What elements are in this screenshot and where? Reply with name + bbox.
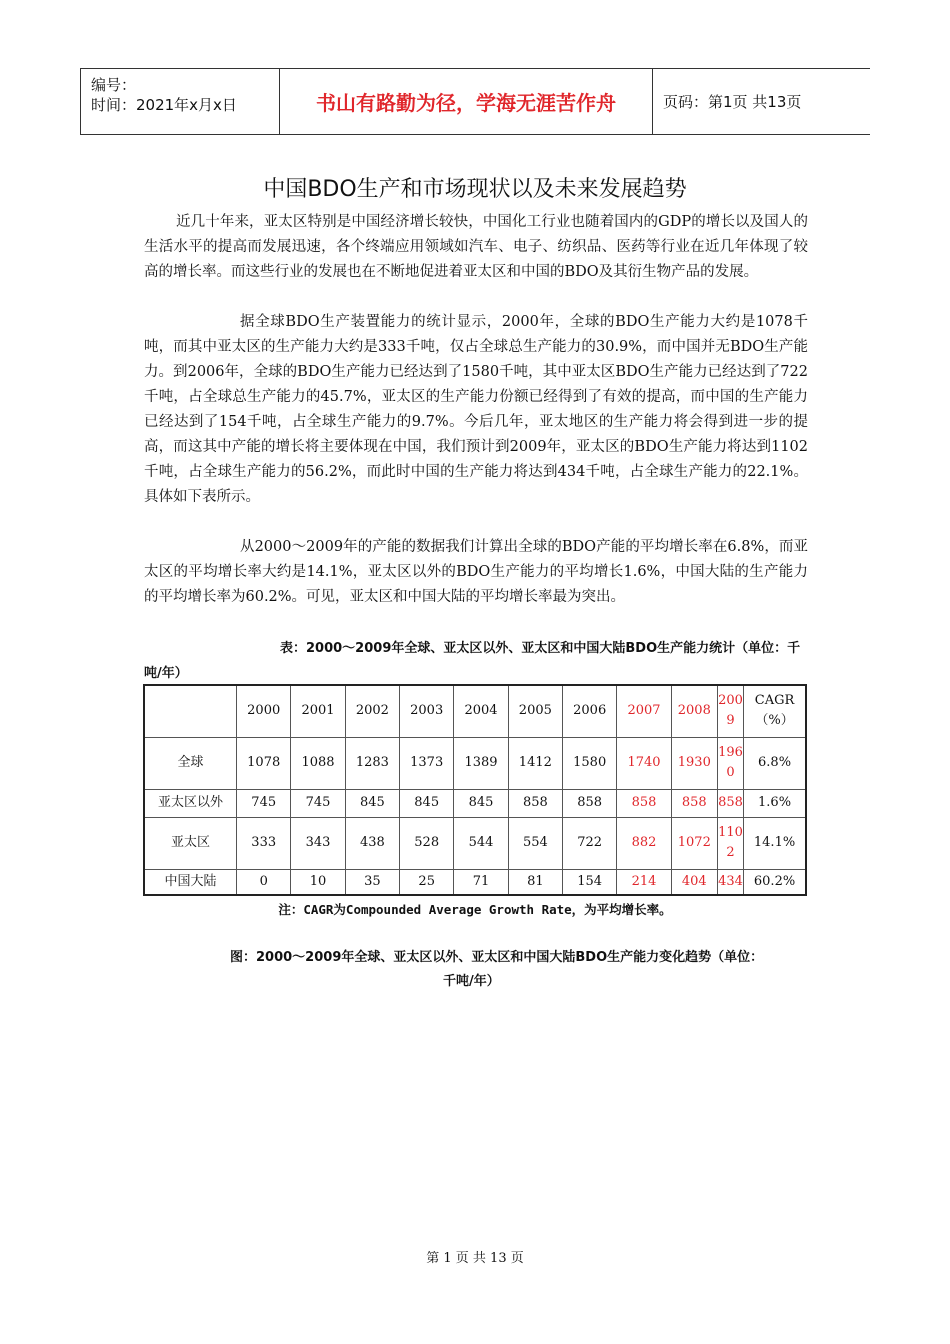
table-row [144, 817, 806, 869]
table-cell: 35 [345, 869, 399, 895]
paragraph-growth-rate: 从2000～2009年的产能的数据我们计算出全球的BDO产能的平均增长率在6.8%，而亚太区的平均增长率大约是14.1%，亚太区以外的BDO生产能力的平均增长1.6%，中国大陆的生产能力的平均增长率为60.2%。可见，亚太区和中国大陆的平均增长率最为突出。 [144, 539, 808, 605]
table-cell: 544 [454, 817, 508, 869]
table-row [144, 789, 806, 817]
table-cell: 1412 [508, 737, 562, 789]
table-header-cell: 2008 [671, 685, 717, 737]
table-cell: 1.6% [744, 789, 806, 817]
page-footer: 第 1 页 共 13 页 [426, 1251, 524, 1266]
table-header-cell: CAGR（%） [744, 685, 806, 737]
table-cell: 1740 [617, 737, 671, 789]
table-header-cell: 2003 [400, 685, 454, 737]
table-cell: 0 [237, 869, 291, 895]
table-cell: 1072 [671, 817, 717, 869]
table-caption: 表：2000～2009年全球、亚太区以外、亚太区和中国大陆BDO生产能力统计（单位：千吨/年） [144, 641, 801, 681]
table-header-cell: 2000 [237, 685, 291, 737]
table-header-cell: 2004 [454, 685, 508, 737]
header-meta [80, 69, 280, 134]
table-cell: 60.2% [744, 869, 806, 895]
table-cell: 1088 [291, 737, 345, 789]
table-cell: 745 [291, 789, 345, 817]
table-cell: 25 [400, 869, 454, 895]
table-header-cell: 2007 [617, 685, 671, 737]
table-note: 注：CAGR为Compounded Average Growth Rate，为平均增长率。 [278, 902, 672, 917]
table-row [144, 869, 806, 895]
table-cell: 845 [345, 789, 399, 817]
table-cell: 858 [671, 789, 717, 817]
table-cell: 722 [563, 817, 617, 869]
table-header-row [144, 685, 806, 737]
table-row-label: 亚太区以外 [144, 789, 237, 817]
figure-caption [230, 946, 810, 994]
table-cell: 6.8% [744, 737, 806, 789]
document-number-label: 编号： [91, 76, 137, 94]
table-header-cell: 2006 [563, 685, 617, 737]
table-cell: 858 [508, 789, 562, 817]
figure-caption-line1: 图：2000～2009年全球、亚太区以外、亚太区和中国大陆BDO生产能力变化趋势（单位： [230, 950, 764, 965]
table-row-label: 中国大陆 [144, 869, 237, 895]
capacity-table [143, 684, 807, 896]
table-cell: 1373 [400, 737, 454, 789]
table-cell: 1102 [717, 817, 743, 869]
table-row [144, 737, 806, 789]
table-cell: 333 [237, 817, 291, 869]
table-cell: 882 [617, 817, 671, 869]
table-header-cell: 2001 [291, 685, 345, 737]
table-cell: 745 [237, 789, 291, 817]
table-cell: 1580 [563, 737, 617, 789]
table-cell: 528 [400, 817, 454, 869]
table-cell: 1283 [345, 737, 399, 789]
table-cell: 10 [291, 869, 345, 895]
table-cell: 858 [717, 789, 743, 817]
table-cell: 1389 [454, 737, 508, 789]
table-cell: 1930 [671, 737, 717, 789]
table-header-cell: 2009 [717, 685, 743, 737]
table-row-label: 全球 [144, 737, 237, 789]
table-cell: 1078 [237, 737, 291, 789]
table-cell: 845 [400, 789, 454, 817]
header-motto: 书山有路勤为径，学海无涯苦作舟 [280, 69, 653, 134]
table-cell: 858 [563, 789, 617, 817]
header-page-info: 页码：第1页 共13页 [663, 93, 802, 111]
table-cell: 434 [717, 869, 743, 895]
table-cell: 845 [454, 789, 508, 817]
table-cell: 343 [291, 817, 345, 869]
paragraph-intro: 近几十年来，亚太区特别是中国经济增长较快，中国化工行业也随着国内的GDP的增长以及国人的生活水平的提高而发展迅速，各个终端应用领域如汽车、电子、纺织品、医药等行业在近几年体现了较高的增长率。而这些行业的发展也在不断地促进着亚太区和中国的BDO及其衍生物产品的发展。 [144, 214, 808, 280]
document-date: 时间：2021年x月x日 [91, 96, 237, 114]
table-header-cell: 2005 [508, 685, 562, 737]
table-cell: 81 [508, 869, 562, 895]
table-cell: 1960 [717, 737, 743, 789]
table-cell: 554 [508, 817, 562, 869]
table-cell: 71 [454, 869, 508, 895]
table-cell: 858 [617, 789, 671, 817]
table-cell: 438 [345, 817, 399, 869]
table-row-label: 亚太区 [144, 817, 237, 869]
table-cell: 214 [617, 869, 671, 895]
table-cell: 14.1% [744, 817, 806, 869]
page-header [80, 68, 870, 135]
table-header-cell [144, 685, 237, 737]
figure-caption-line2: 千吨/年） [443, 974, 500, 989]
table-cell: 154 [563, 869, 617, 895]
paragraph-capacity-stats: 据全球BDO生产装置能力的统计显示，2000年，全球的BDO生产能力大约是1078千吨，而其中亚太区的生产能力大约是333千吨，仅占全球总生产能力的30.9%，而中国并无BDO生产能力。到2006年，全球的BDO生产能力已经达到了1580千吨，其中亚太区BDO生产能力已经达到了722千吨，占全球总生产能力的45.7%，亚太区的生产能力份额已经得到了有效的提高，而中国的生产能力已经达到了154千吨，占全球生产能力的9.7%。今后几年，亚太地区的生产能力将会得到进一步的提高，而这其中产能的增长将主要体现在中国，我们预计到2009年，亚太区的BDO生产能力将达到1102千吨，占全球生产能力的56.2%，而此时中国的生产能力将达到434千吨，占全球生产能力的22.1%。具体如下表所示。 [144, 314, 808, 505]
table-header-cell: 2002 [345, 685, 399, 737]
table-cell: 404 [671, 869, 717, 895]
document-title: 中国BDO生产和市场现状以及未来发展趋势 [263, 177, 687, 202]
